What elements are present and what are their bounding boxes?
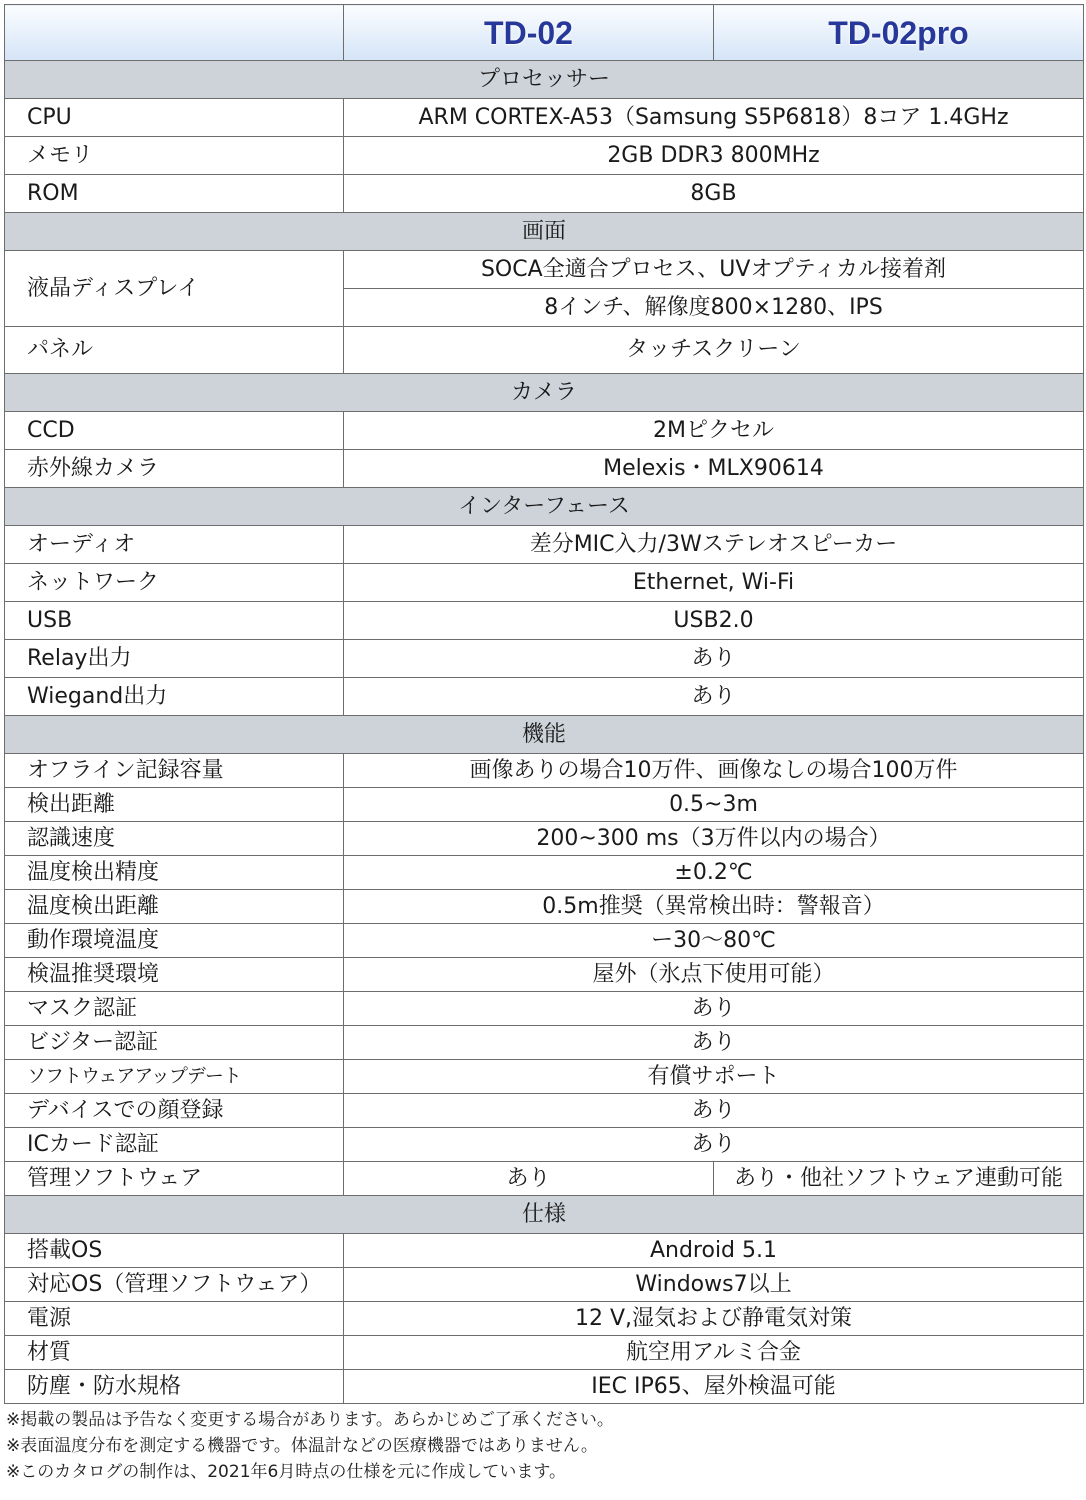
footnote: ※このカタログの制作は、2021年6月時点の仕様を元に作成しています。 (6, 1462, 566, 1482)
section-title: インターフェース (5, 488, 1084, 526)
spec-label: 検温推奨環境 (5, 958, 344, 992)
spec-value: USB2.0 (344, 602, 1084, 640)
section-title: 画面 (5, 213, 1084, 251)
spec-row (5, 137, 1084, 175)
spec-label: デバイスでの顔登録 (5, 1094, 344, 1128)
section-title: プロセッサー (5, 61, 1084, 99)
spec-label: 赤外線カメラ (5, 450, 344, 488)
spec-label: 検出距離 (5, 788, 344, 822)
footnote: ※表面温度分布を測定する機器です。体温計などの医療機器ではありません。 (6, 1436, 598, 1456)
spec-row (5, 1234, 1084, 1268)
spec-value: ー30〜80℃ (344, 924, 1084, 958)
section-title: カメラ (5, 374, 1084, 412)
spec-value-td02pro: あり・他社ソフトウェア連動可能 (714, 1162, 1084, 1196)
section-header-camera (5, 374, 1084, 412)
spec-value: タッチスクリーン (344, 327, 1084, 374)
spec-row (5, 640, 1084, 678)
spec-row (5, 1026, 1084, 1060)
spec-label: 動作環境温度 (5, 924, 344, 958)
spec-label: 温度検出距離 (5, 890, 344, 924)
section-title: 仕様 (5, 1196, 1084, 1234)
section-header-specs (5, 1196, 1084, 1234)
spec-row (5, 890, 1084, 924)
spec-label: 電源 (5, 1302, 344, 1336)
spec-value: Android 5.1 (344, 1234, 1084, 1268)
spec-row (5, 1162, 1084, 1196)
spec-value: Melexis・MLX90614 (344, 450, 1084, 488)
header-blank-cell (5, 5, 344, 61)
section-header-interface (5, 488, 1084, 526)
section-title: 機能 (5, 716, 1084, 754)
spec-value: 屋外（氷点下使用可能） (344, 958, 1084, 992)
spec-value: 2GB DDR3 800MHz (344, 137, 1084, 175)
spec-value: あり (344, 992, 1084, 1026)
spec-row (5, 788, 1084, 822)
section-header-processor (5, 61, 1084, 99)
spec-value: 航空用アルミ合金 (344, 1336, 1084, 1370)
spec-row (5, 958, 1084, 992)
spec-row (5, 99, 1084, 137)
spec-row (5, 412, 1084, 450)
spec-row (5, 754, 1084, 788)
spec-label: ROM (5, 175, 344, 213)
spec-row (5, 678, 1084, 716)
spec-value: 12 V,湿気および静電気対策 (344, 1302, 1084, 1336)
spec-label: 液晶ディスプレイ (5, 251, 344, 327)
spec-row (5, 822, 1084, 856)
spec-value: 2Mピクセル (344, 412, 1084, 450)
spec-label: ソフトウェアアップデート (5, 1060, 344, 1094)
spec-value: 0.5~3m (344, 788, 1084, 822)
spec-label: Relay出力 (5, 640, 344, 678)
spec-value: あり (344, 678, 1084, 716)
spec-row (5, 602, 1084, 640)
spec-row (5, 564, 1084, 602)
spec-label: 防塵・防水規格 (5, 1370, 344, 1404)
model-td02-header: TD-02 (344, 5, 714, 61)
spec-row (5, 924, 1084, 958)
spec-label: Wiegand出力 (5, 678, 344, 716)
spec-value: 200~300 ms（3万件以内の場合） (344, 822, 1084, 856)
spec-row (5, 1094, 1084, 1128)
spec-value: 有償サポート (344, 1060, 1084, 1094)
spec-value: ARM CORTEX-A53（Samsung S5P6818）8コア 1.4GHz (344, 99, 1084, 137)
spec-row (5, 327, 1084, 374)
spec-value-td02: あり (344, 1162, 714, 1196)
spec-label: CCD (5, 412, 344, 450)
spec-row (5, 1302, 1084, 1336)
spec-label: ビジター認証 (5, 1026, 344, 1060)
spec-value: あり (344, 1094, 1084, 1128)
spec-row (5, 251, 1084, 289)
spec-label: 材質 (5, 1336, 344, 1370)
spec-label: ICカード認証 (5, 1128, 344, 1162)
footnote: ※掲載の製品は予告なく変更する場合があります。あらかじめご了承ください。 (6, 1410, 614, 1430)
spec-value: 8GB (344, 175, 1084, 213)
spec-table (4, 4, 1084, 1404)
model-header-row (5, 5, 1084, 61)
spec-value: IEC IP65、屋外検温可能 (344, 1370, 1084, 1404)
spec-label: 温度検出精度 (5, 856, 344, 890)
spec-row (5, 175, 1084, 213)
spec-value: あり (344, 640, 1084, 678)
spec-row (5, 1370, 1084, 1404)
spec-row (5, 526, 1084, 564)
model-td02pro-header: TD-02pro (714, 5, 1084, 61)
spec-row (5, 1060, 1084, 1094)
spec-label: オーディオ (5, 526, 344, 564)
spec-value: あり (344, 1026, 1084, 1060)
spec-row (5, 450, 1084, 488)
section-header-features (5, 716, 1084, 754)
spec-row (5, 992, 1084, 1026)
spec-label: 認識速度 (5, 822, 344, 856)
spec-value: あり (344, 1128, 1084, 1162)
spec-row (5, 1268, 1084, 1302)
spec-label: マスク認証 (5, 992, 344, 1026)
spec-value: 差分MIC入力/3Wステレオスピーカー (344, 526, 1084, 564)
spec-value: SOCA全適合プロセス、UVオプティカル接着剤 (344, 251, 1084, 289)
spec-row (5, 1336, 1084, 1370)
spec-row (5, 856, 1084, 890)
spec-value: Ethernet, Wi-Fi (344, 564, 1084, 602)
spec-label: 管理ソフトウェア (5, 1162, 344, 1196)
spec-label: ネットワーク (5, 564, 344, 602)
spec-value: Windows7以上 (344, 1268, 1084, 1302)
spec-label: オフライン記録容量 (5, 754, 344, 788)
spec-label: 対応OS（管理ソフトウェア） (5, 1268, 344, 1302)
spec-label: CPU (5, 99, 344, 137)
spec-label: 搭載OS (5, 1234, 344, 1268)
spec-value: 画像ありの場合10万件、画像なしの場合100万件 (344, 754, 1084, 788)
spec-label: パネル (5, 327, 344, 374)
spec-value: 0.5m推奨（異常検出時：警報音） (344, 890, 1084, 924)
footnotes (6, 1407, 614, 1485)
spec-label: メモリ (5, 137, 344, 175)
spec-row (5, 1128, 1084, 1162)
spec-value: ±0.2℃ (344, 856, 1084, 890)
section-header-screen (5, 213, 1084, 251)
spec-value: 8インチ、解像度800×1280、IPS (344, 289, 1084, 327)
spec-label: USB (5, 602, 344, 640)
